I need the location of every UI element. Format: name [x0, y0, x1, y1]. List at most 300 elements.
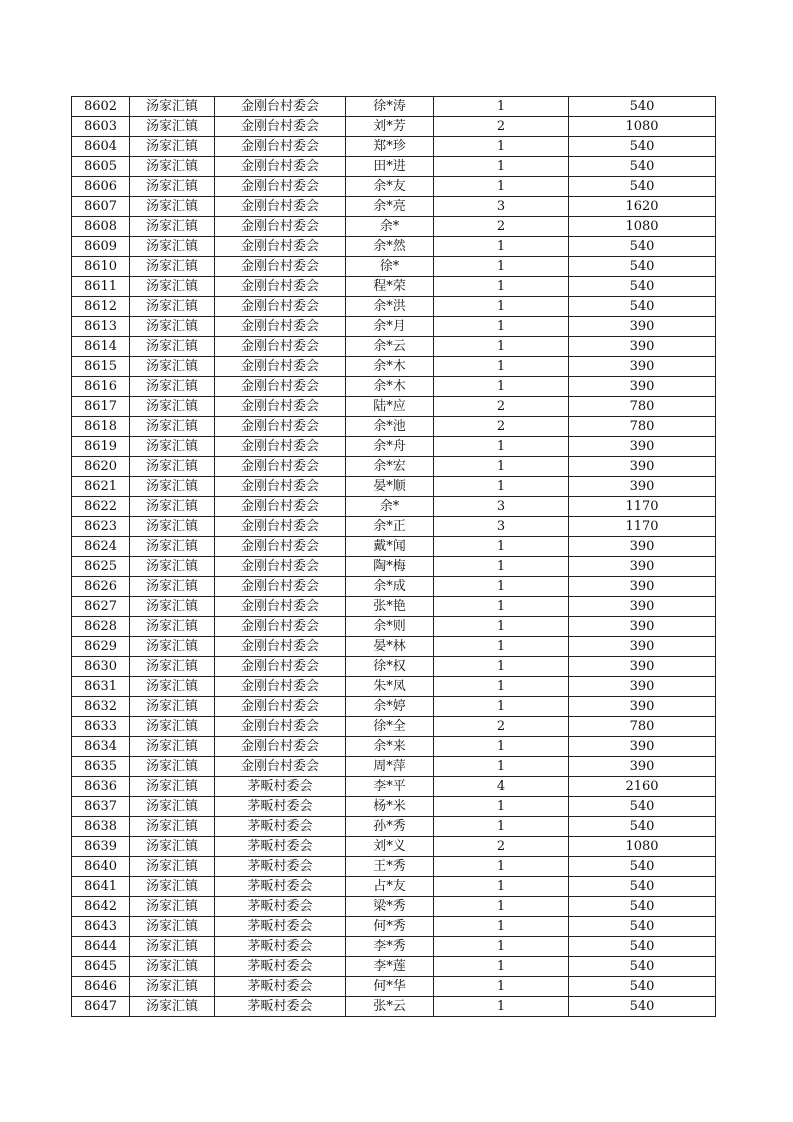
town-cell: 汤家汇镇 — [130, 737, 215, 757]
amount-cell: 1170 — [569, 497, 716, 517]
table-row — [72, 417, 716, 437]
town-cell: 汤家汇镇 — [130, 997, 215, 1017]
amount-cell: 540 — [569, 137, 716, 157]
household-count-cell: 1 — [434, 157, 569, 177]
town-cell: 汤家汇镇 — [130, 657, 215, 677]
town-cell: 汤家汇镇 — [130, 437, 215, 457]
amount-cell: 390 — [569, 677, 716, 697]
name-cell: 陆*应 — [346, 397, 434, 417]
row-number-cell: 8647 — [72, 997, 130, 1017]
table-row — [72, 717, 716, 737]
town-cell: 汤家汇镇 — [130, 457, 215, 477]
household-count-cell: 2 — [434, 117, 569, 137]
name-cell: 余*亮 — [346, 197, 434, 217]
table-row — [72, 257, 716, 277]
town-cell: 汤家汇镇 — [130, 677, 215, 697]
village-cell: 金刚台村委会 — [215, 277, 346, 297]
household-count-cell: 1 — [434, 817, 569, 837]
village-cell: 金刚台村委会 — [215, 557, 346, 577]
village-cell: 金刚台村委会 — [215, 117, 346, 137]
town-cell: 汤家汇镇 — [130, 837, 215, 857]
table-row — [72, 977, 716, 997]
table-row — [72, 217, 716, 237]
table-row — [72, 157, 716, 177]
table-row — [72, 637, 716, 657]
name-cell: 余*木 — [346, 357, 434, 377]
amount-cell: 390 — [569, 617, 716, 637]
row-number-cell: 8637 — [72, 797, 130, 817]
amount-cell: 390 — [569, 737, 716, 757]
household-count-cell: 1 — [434, 657, 569, 677]
table-row — [72, 857, 716, 877]
amount-cell: 780 — [569, 717, 716, 737]
household-count-cell: 1 — [434, 597, 569, 617]
town-cell: 汤家汇镇 — [130, 817, 215, 837]
name-cell: 余*则 — [346, 617, 434, 637]
village-cell: 茅畈村委会 — [215, 997, 346, 1017]
town-cell: 汤家汇镇 — [130, 857, 215, 877]
village-cell: 金刚台村委会 — [215, 237, 346, 257]
name-cell: 余*月 — [346, 317, 434, 337]
village-cell: 金刚台村委会 — [215, 737, 346, 757]
table-row — [72, 277, 716, 297]
table-row — [72, 617, 716, 637]
amount-cell: 390 — [569, 457, 716, 477]
village-cell: 茅畈村委会 — [215, 957, 346, 977]
table-row — [72, 177, 716, 197]
amount-cell: 390 — [569, 597, 716, 617]
name-cell: 何*秀 — [346, 917, 434, 937]
village-cell: 金刚台村委会 — [215, 697, 346, 717]
name-cell: 余*来 — [346, 737, 434, 757]
row-number-cell: 8602 — [72, 97, 130, 117]
amount-cell: 390 — [569, 657, 716, 677]
row-number-cell: 8640 — [72, 857, 130, 877]
village-cell: 金刚台村委会 — [215, 337, 346, 357]
amount-cell: 2160 — [569, 777, 716, 797]
town-cell: 汤家汇镇 — [130, 877, 215, 897]
row-number-cell: 8625 — [72, 557, 130, 577]
table-body — [72, 97, 716, 1017]
household-count-cell: 1 — [434, 637, 569, 657]
village-cell: 金刚台村委会 — [215, 757, 346, 777]
village-cell: 茅畈村委会 — [215, 857, 346, 877]
household-count-cell: 1 — [434, 177, 569, 197]
amount-cell: 1620 — [569, 197, 716, 217]
village-cell: 金刚台村委会 — [215, 677, 346, 697]
town-cell: 汤家汇镇 — [130, 297, 215, 317]
row-number-cell: 8642 — [72, 897, 130, 917]
row-number-cell: 8635 — [72, 757, 130, 777]
town-cell: 汤家汇镇 — [130, 977, 215, 997]
table-row — [72, 597, 716, 617]
name-cell: 朱*凤 — [346, 677, 434, 697]
household-count-cell: 1 — [434, 957, 569, 977]
name-cell: 余*舟 — [346, 437, 434, 457]
town-cell: 汤家汇镇 — [130, 577, 215, 597]
name-cell: 陶*梅 — [346, 557, 434, 577]
village-cell: 茅畈村委会 — [215, 917, 346, 937]
village-cell: 金刚台村委会 — [215, 477, 346, 497]
town-cell: 汤家汇镇 — [130, 957, 215, 977]
row-number-cell: 8618 — [72, 417, 130, 437]
town-cell: 汤家汇镇 — [130, 137, 215, 157]
amount-cell: 390 — [569, 377, 716, 397]
town-cell: 汤家汇镇 — [130, 477, 215, 497]
row-number-cell: 8611 — [72, 277, 130, 297]
household-count-cell: 1 — [434, 937, 569, 957]
household-count-cell: 1 — [434, 577, 569, 597]
household-count-cell: 1 — [434, 857, 569, 877]
table-row — [72, 197, 716, 217]
table-row — [72, 557, 716, 577]
village-cell: 金刚台村委会 — [215, 717, 346, 737]
amount-cell: 390 — [569, 477, 716, 497]
name-cell: 余*云 — [346, 337, 434, 357]
amount-cell: 540 — [569, 957, 716, 977]
amount-cell: 540 — [569, 977, 716, 997]
name-cell: 刘*芳 — [346, 117, 434, 137]
name-cell: 余*婷 — [346, 697, 434, 717]
town-cell: 汤家汇镇 — [130, 557, 215, 577]
row-number-cell: 8610 — [72, 257, 130, 277]
household-count-cell: 1 — [434, 277, 569, 297]
household-count-cell: 3 — [434, 197, 569, 217]
household-count-cell: 1 — [434, 617, 569, 637]
name-cell: 余*然 — [346, 237, 434, 257]
village-cell: 金刚台村委会 — [215, 457, 346, 477]
name-cell: 孙*秀 — [346, 817, 434, 837]
village-cell: 金刚台村委会 — [215, 517, 346, 537]
table-row — [72, 777, 716, 797]
name-cell: 余* — [346, 497, 434, 517]
name-cell: 余*成 — [346, 577, 434, 597]
amount-cell: 390 — [569, 757, 716, 777]
table-row — [72, 917, 716, 937]
household-count-cell: 1 — [434, 557, 569, 577]
household-count-cell: 1 — [434, 97, 569, 117]
town-cell: 汤家汇镇 — [130, 697, 215, 717]
amount-cell: 390 — [569, 337, 716, 357]
household-count-cell: 1 — [434, 877, 569, 897]
table-row — [72, 237, 716, 257]
row-number-cell: 8627 — [72, 597, 130, 617]
amount-cell: 540 — [569, 257, 716, 277]
amount-cell: 540 — [569, 877, 716, 897]
name-cell: 余*正 — [346, 517, 434, 537]
row-number-cell: 8631 — [72, 677, 130, 697]
table-row — [72, 377, 716, 397]
town-cell: 汤家汇镇 — [130, 517, 215, 537]
village-cell: 茅畈村委会 — [215, 877, 346, 897]
table-row — [72, 837, 716, 857]
table-row — [72, 477, 716, 497]
household-count-cell: 3 — [434, 517, 569, 537]
name-cell: 张*艳 — [346, 597, 434, 617]
name-cell: 晏*顺 — [346, 477, 434, 497]
row-number-cell: 8632 — [72, 697, 130, 717]
household-count-cell: 1 — [434, 917, 569, 937]
amount-cell: 390 — [569, 317, 716, 337]
row-number-cell: 8617 — [72, 397, 130, 417]
village-cell: 金刚台村委会 — [215, 97, 346, 117]
town-cell: 汤家汇镇 — [130, 797, 215, 817]
household-count-cell: 1 — [434, 357, 569, 377]
table-row — [72, 937, 716, 957]
village-cell: 茅畈村委会 — [215, 837, 346, 857]
name-cell: 余*宏 — [346, 457, 434, 477]
amount-cell: 390 — [569, 437, 716, 457]
amount-cell: 540 — [569, 917, 716, 937]
village-cell: 金刚台村委会 — [215, 657, 346, 677]
name-cell: 王*秀 — [346, 857, 434, 877]
name-cell: 李*平 — [346, 777, 434, 797]
name-cell: 梁*秀 — [346, 897, 434, 917]
household-count-cell: 1 — [434, 257, 569, 277]
village-cell: 金刚台村委会 — [215, 537, 346, 557]
row-number-cell: 8606 — [72, 177, 130, 197]
town-cell: 汤家汇镇 — [130, 617, 215, 637]
table-row — [72, 117, 716, 137]
amount-cell: 540 — [569, 177, 716, 197]
row-number-cell: 8636 — [72, 777, 130, 797]
row-number-cell: 8615 — [72, 357, 130, 377]
town-cell: 汤家汇镇 — [130, 97, 215, 117]
table-row — [72, 757, 716, 777]
village-cell: 茅畈村委会 — [215, 797, 346, 817]
village-cell: 茅畈村委会 — [215, 937, 346, 957]
table-row — [72, 737, 716, 757]
village-cell: 金刚台村委会 — [215, 637, 346, 657]
amount-cell: 1080 — [569, 117, 716, 137]
row-number-cell: 8628 — [72, 617, 130, 637]
town-cell: 汤家汇镇 — [130, 117, 215, 137]
town-cell: 汤家汇镇 — [130, 337, 215, 357]
row-number-cell: 8620 — [72, 457, 130, 477]
name-cell: 晏*林 — [346, 637, 434, 657]
table-row — [72, 657, 716, 677]
table-row — [72, 537, 716, 557]
town-cell: 汤家汇镇 — [130, 317, 215, 337]
row-number-cell: 8641 — [72, 877, 130, 897]
row-number-cell: 8639 — [72, 837, 130, 857]
town-cell: 汤家汇镇 — [130, 917, 215, 937]
row-number-cell: 8608 — [72, 217, 130, 237]
household-count-cell: 1 — [434, 677, 569, 697]
table-row — [72, 397, 716, 417]
amount-cell: 540 — [569, 937, 716, 957]
table-row — [72, 877, 716, 897]
table-row — [72, 677, 716, 697]
town-cell: 汤家汇镇 — [130, 177, 215, 197]
village-cell: 茅畈村委会 — [215, 977, 346, 997]
row-number-cell: 8630 — [72, 657, 130, 677]
household-count-cell: 1 — [434, 537, 569, 557]
row-number-cell: 8634 — [72, 737, 130, 757]
household-count-cell: 4 — [434, 777, 569, 797]
village-cell: 金刚台村委会 — [215, 397, 346, 417]
row-number-cell: 8604 — [72, 137, 130, 157]
amount-cell: 780 — [569, 417, 716, 437]
table-row — [72, 337, 716, 357]
table-row — [72, 577, 716, 597]
village-cell: 金刚台村委会 — [215, 297, 346, 317]
row-number-cell: 8616 — [72, 377, 130, 397]
household-count-cell: 2 — [434, 397, 569, 417]
row-number-cell: 8643 — [72, 917, 130, 937]
table-row — [72, 357, 716, 377]
household-count-cell: 1 — [434, 337, 569, 357]
household-count-cell: 1 — [434, 437, 569, 457]
row-number-cell: 8621 — [72, 477, 130, 497]
table-row — [72, 317, 716, 337]
name-cell: 戴*闻 — [346, 537, 434, 557]
amount-cell: 1170 — [569, 517, 716, 537]
amount-cell: 390 — [569, 637, 716, 657]
amount-cell: 780 — [569, 397, 716, 417]
village-cell: 茅畈村委会 — [215, 897, 346, 917]
town-cell: 汤家汇镇 — [130, 597, 215, 617]
amount-cell: 390 — [569, 557, 716, 577]
village-cell: 金刚台村委会 — [215, 157, 346, 177]
name-cell: 余*友 — [346, 177, 434, 197]
town-cell: 汤家汇镇 — [130, 237, 215, 257]
name-cell: 张*云 — [346, 997, 434, 1017]
household-count-cell: 2 — [434, 417, 569, 437]
row-number-cell: 8605 — [72, 157, 130, 177]
town-cell: 汤家汇镇 — [130, 757, 215, 777]
name-cell: 徐*全 — [346, 717, 434, 737]
household-count-cell: 1 — [434, 137, 569, 157]
amount-cell: 540 — [569, 277, 716, 297]
household-count-cell: 1 — [434, 797, 569, 817]
amount-cell: 390 — [569, 357, 716, 377]
table-row — [72, 497, 716, 517]
village-cell: 金刚台村委会 — [215, 317, 346, 337]
table-row — [72, 437, 716, 457]
amount-cell: 540 — [569, 297, 716, 317]
town-cell: 汤家汇镇 — [130, 277, 215, 297]
row-number-cell: 8638 — [72, 817, 130, 837]
village-cell: 金刚台村委会 — [215, 417, 346, 437]
household-count-cell: 1 — [434, 757, 569, 777]
amount-cell: 390 — [569, 577, 716, 597]
row-number-cell: 8613 — [72, 317, 130, 337]
household-count-cell: 1 — [434, 237, 569, 257]
name-cell: 程*荣 — [346, 277, 434, 297]
village-cell: 金刚台村委会 — [215, 497, 346, 517]
town-cell: 汤家汇镇 — [130, 217, 215, 237]
name-cell: 李*莲 — [346, 957, 434, 977]
name-cell: 占*友 — [346, 877, 434, 897]
name-cell: 田*进 — [346, 157, 434, 177]
amount-cell: 540 — [569, 797, 716, 817]
row-number-cell: 8614 — [72, 337, 130, 357]
town-cell: 汤家汇镇 — [130, 417, 215, 437]
household-count-cell: 2 — [434, 217, 569, 237]
household-count-cell: 1 — [434, 477, 569, 497]
town-cell: 汤家汇镇 — [130, 637, 215, 657]
name-cell: 余*木 — [346, 377, 434, 397]
town-cell: 汤家汇镇 — [130, 777, 215, 797]
row-number-cell: 8646 — [72, 977, 130, 997]
household-count-cell: 2 — [434, 717, 569, 737]
town-cell: 汤家汇镇 — [130, 537, 215, 557]
village-cell: 茅畈村委会 — [215, 817, 346, 837]
data-table — [71, 96, 716, 1017]
row-number-cell: 8626 — [72, 577, 130, 597]
name-cell: 余*池 — [346, 417, 434, 437]
town-cell: 汤家汇镇 — [130, 357, 215, 377]
name-cell: 刘*义 — [346, 837, 434, 857]
amount-cell: 540 — [569, 817, 716, 837]
name-cell: 李*秀 — [346, 937, 434, 957]
name-cell: 郑*珍 — [346, 137, 434, 157]
table-row — [72, 697, 716, 717]
row-number-cell: 8645 — [72, 957, 130, 977]
amount-cell: 540 — [569, 997, 716, 1017]
table-row — [72, 957, 716, 977]
amount-cell: 1080 — [569, 837, 716, 857]
town-cell: 汤家汇镇 — [130, 937, 215, 957]
name-cell: 何*华 — [346, 977, 434, 997]
household-count-cell: 1 — [434, 377, 569, 397]
town-cell: 汤家汇镇 — [130, 157, 215, 177]
row-number-cell: 8619 — [72, 437, 130, 457]
village-cell: 金刚台村委会 — [215, 137, 346, 157]
village-cell: 金刚台村委会 — [215, 177, 346, 197]
row-number-cell: 8612 — [72, 297, 130, 317]
village-cell: 金刚台村委会 — [215, 617, 346, 637]
town-cell: 汤家汇镇 — [130, 497, 215, 517]
name-cell: 余*洪 — [346, 297, 434, 317]
amount-cell: 1080 — [569, 217, 716, 237]
household-count-cell: 1 — [434, 297, 569, 317]
village-cell: 金刚台村委会 — [215, 377, 346, 397]
household-count-cell: 2 — [434, 837, 569, 857]
name-cell: 徐*涛 — [346, 97, 434, 117]
town-cell: 汤家汇镇 — [130, 897, 215, 917]
town-cell: 汤家汇镇 — [130, 377, 215, 397]
household-count-cell: 1 — [434, 997, 569, 1017]
table-row — [72, 897, 716, 917]
row-number-cell: 8633 — [72, 717, 130, 737]
town-cell: 汤家汇镇 — [130, 717, 215, 737]
amount-cell: 540 — [569, 97, 716, 117]
name-cell: 徐*权 — [346, 657, 434, 677]
row-number-cell: 8622 — [72, 497, 130, 517]
table-row — [72, 797, 716, 817]
household-count-cell: 1 — [434, 897, 569, 917]
village-cell: 金刚台村委会 — [215, 577, 346, 597]
amount-cell: 540 — [569, 897, 716, 917]
name-cell: 余* — [346, 217, 434, 237]
village-cell: 金刚台村委会 — [215, 597, 346, 617]
household-count-cell: 1 — [434, 317, 569, 337]
name-cell: 周*萍 — [346, 757, 434, 777]
household-count-cell: 3 — [434, 497, 569, 517]
amount-cell: 540 — [569, 857, 716, 877]
name-cell: 徐* — [346, 257, 434, 277]
table-row — [72, 517, 716, 537]
row-number-cell: 8603 — [72, 117, 130, 137]
household-count-cell: 1 — [434, 737, 569, 757]
table-row — [72, 457, 716, 477]
name-cell: 杨*米 — [346, 797, 434, 817]
row-number-cell: 8644 — [72, 937, 130, 957]
row-number-cell: 8624 — [72, 537, 130, 557]
village-cell: 金刚台村委会 — [215, 357, 346, 377]
